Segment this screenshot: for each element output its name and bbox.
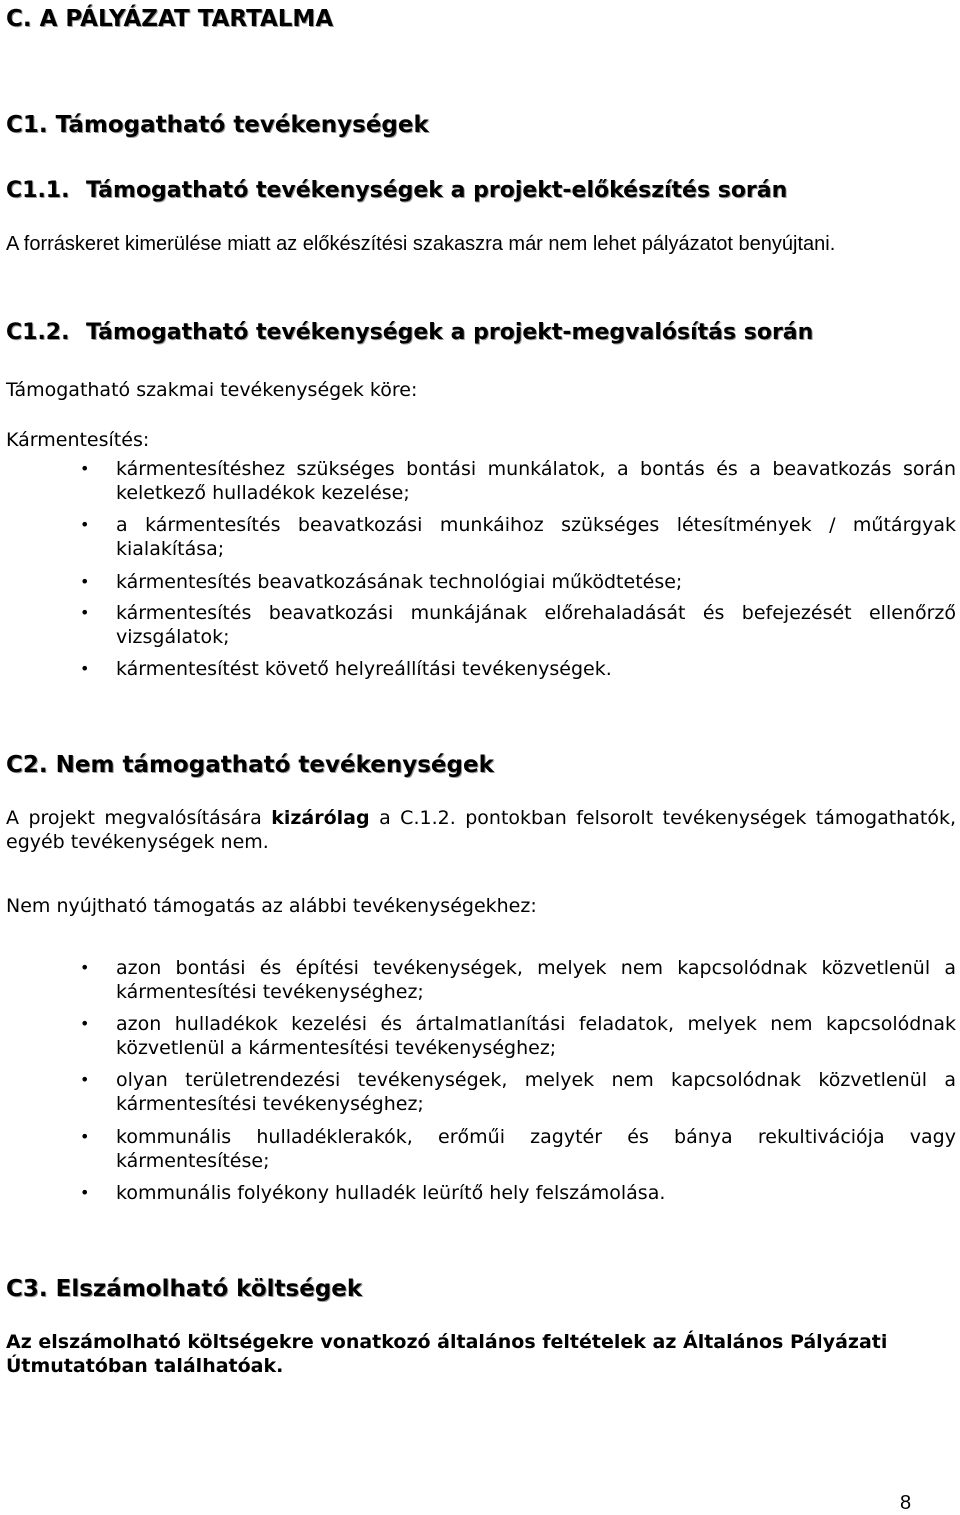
list-item-text: kármentesítés beavatkozásának technológiai működtetése; bbox=[116, 571, 683, 593]
list-item-text: kármentesítéshez szükséges bontási munkálatok, a bontás és a beavatkozás során keletkező hulladékok kezelése; bbox=[116, 458, 956, 504]
bullet-icon: • bbox=[80, 603, 90, 622]
heading-c1-2-title: Támogatható tevékenységek a projekt-megvalósítás során bbox=[86, 320, 814, 345]
bullet-icon: • bbox=[80, 1014, 90, 1033]
list-item-text: kármentesítést követő helyreállítási tevékenységek. bbox=[116, 658, 612, 680]
heading-c3: C3. Elszámolható költségek bbox=[6, 1276, 363, 1302]
list-item-text: kommunális hulladéklerakók, erőműi zagytér és bánya rekultivációja vagy kármentesítése; bbox=[116, 1126, 956, 1172]
bullet-icon: • bbox=[80, 515, 90, 534]
list-item-text: olyan területrendezési tevékenységek, melyek nem kapcsolódnak közvetlenül a kármentesítési tevékenységhez; bbox=[116, 1069, 956, 1115]
c1-2-intro: Támogatható szakmai tevékenységek köre: bbox=[6, 379, 418, 401]
c1-1-paragraph: A forráskeret kimerülése miatt az előkészítési szakaszra már nem lehet pályázatot benyújtani. bbox=[6, 233, 836, 255]
bullet-icon: • bbox=[80, 572, 90, 591]
bullet-icon: • bbox=[80, 659, 90, 678]
list-item-text: azon hulladékok kezelési és ártalmatlanítási feladatok, melyek nem kapcsolódnak közvetlenül a kármentesítési tevékenységhez; bbox=[116, 1013, 956, 1059]
list-item-text: a kármentesítés beavatkozási munkáihoz szükséges létesítmények / műtárgyak kialakítása; bbox=[116, 514, 956, 560]
list-item-text: azon bontási és építési tevékenységek, melyek nem kapcsolódnak közvetlenül a kármentesítési tevékenységhez; bbox=[116, 957, 956, 1003]
bullet-icon: • bbox=[80, 1127, 90, 1146]
heading-c1-1 bbox=[6, 178, 787, 203]
heading-c1-1-title: Támogatható tevékenységek a projekt-előkészítés során bbox=[86, 178, 788, 203]
heading-c1-2 bbox=[6, 320, 813, 345]
c2-paragraph-emphasis: kizárólag bbox=[271, 807, 370, 829]
c3-paragraph: Az elszámolható költségekre vonatkozó általános feltételek az Általános Pályázati Útmutatóban találhatóak. bbox=[6, 1331, 888, 1377]
page-number: 8 bbox=[900, 1492, 912, 1514]
karmentesites-label: Kármentesítés: bbox=[6, 429, 150, 451]
c2-paragraph bbox=[6, 806, 956, 854]
heading-c1-2-number: C1.2. bbox=[6, 320, 70, 345]
list-item-text: kommunális folyékony hulladék leürítő hely felszámolása. bbox=[116, 1182, 666, 1204]
c2-paragraph-part1: A projekt megvalósítására bbox=[6, 807, 272, 829]
bullet-icon: • bbox=[80, 958, 90, 977]
heading-c1-1-number: C1.1. bbox=[6, 178, 70, 203]
section-heading-c: C. A PÁLYÁZAT TARTALMA bbox=[6, 6, 334, 32]
bullet-icon: • bbox=[80, 459, 90, 478]
heading-c2: C2. Nem támogatható tevékenységek bbox=[6, 752, 494, 778]
bullet-icon: • bbox=[80, 1070, 90, 1089]
list-item-text: kármentesítés beavatkozási munkájának előrehaladását és befejezését ellenőrző vizsgálatok; bbox=[116, 602, 956, 648]
bullet-icon: • bbox=[80, 1183, 90, 1202]
heading-c1: C1. Támogatható tevékenységek bbox=[6, 112, 429, 138]
c2-paragraph-part2: a C.1.2. pontokban felsorolt tevékenységek támogathatók, egyéb tevékenységek nem. bbox=[6, 807, 956, 853]
c2-intro: Nem nyújtható támogatás az alábbi tevékenységekhez: bbox=[6, 895, 537, 917]
